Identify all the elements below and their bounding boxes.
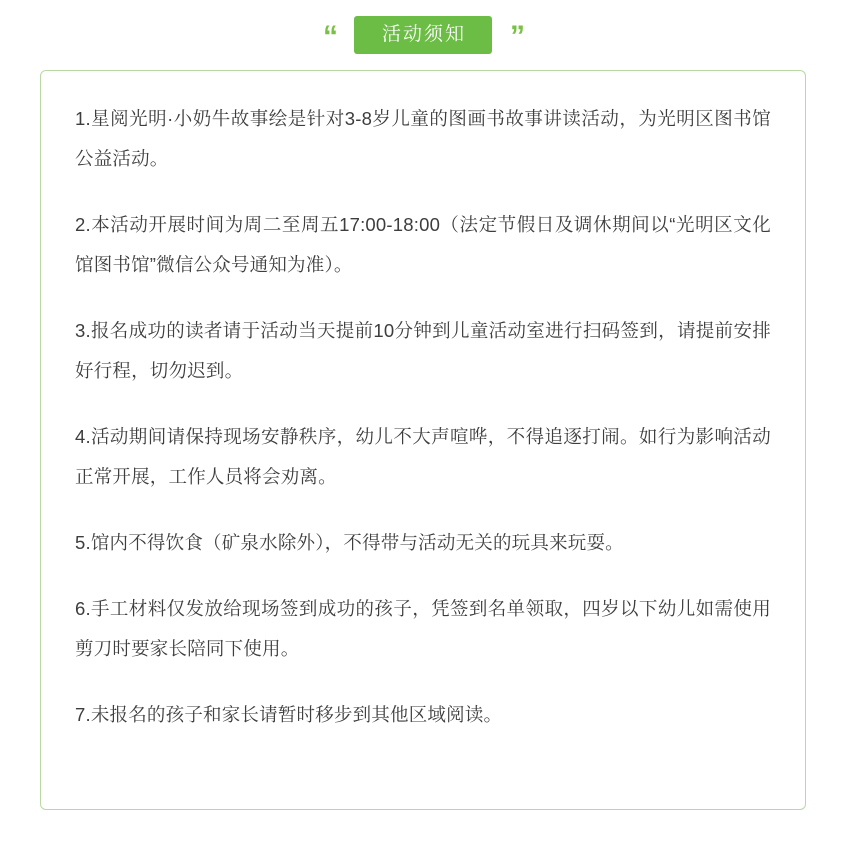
notice-paragraph: 2.本活动开展时间为周二至周五17:00-18:00（法定节假日及调休期间以“光明区文化馆图书馆”微信公众号通知为准）。 bbox=[75, 214, 771, 275]
quote-left-icon: “ bbox=[322, 20, 336, 53]
quote-right-icon: ” bbox=[510, 20, 523, 53]
notice-paragraph: 6.手工材料仅发放给现场签到成功的孩子，凭签到名单领取，四岁以下幼儿如需使用剪刀时要家长陪同下使用。 bbox=[75, 598, 771, 659]
notice-paragraph: 3.报名成功的读者请于活动当天提前10分钟到儿童活动室进行扫码签到，请提前安排好行程，切勿迟到。 bbox=[75, 320, 771, 381]
notice-header bbox=[0, 0, 846, 56]
notice-paragraph: 7.未报名的孩子和家长请暂时移步到其他区域阅读。 bbox=[75, 704, 503, 725]
notice-paragraph: 1.星阅光明·小奶牛故事绘是针对3-8岁儿童的图画书故事讲读活动，为光明区图书馆公益活动。 bbox=[75, 108, 771, 169]
notice-content-box bbox=[40, 70, 806, 810]
notice-paragraph: 5.馆内不得饮食（矿泉水除外），不得带与活动无关的玩具来玩耍。 bbox=[75, 532, 624, 553]
page-title: 活动须知 bbox=[354, 16, 492, 54]
notice-paragraph: 4.活动期间请保持现场安静秩序，幼儿不大声喧哗，不得追逐打闹。如行为影响活动正常开展，工作人员将会劝离。 bbox=[75, 426, 771, 487]
